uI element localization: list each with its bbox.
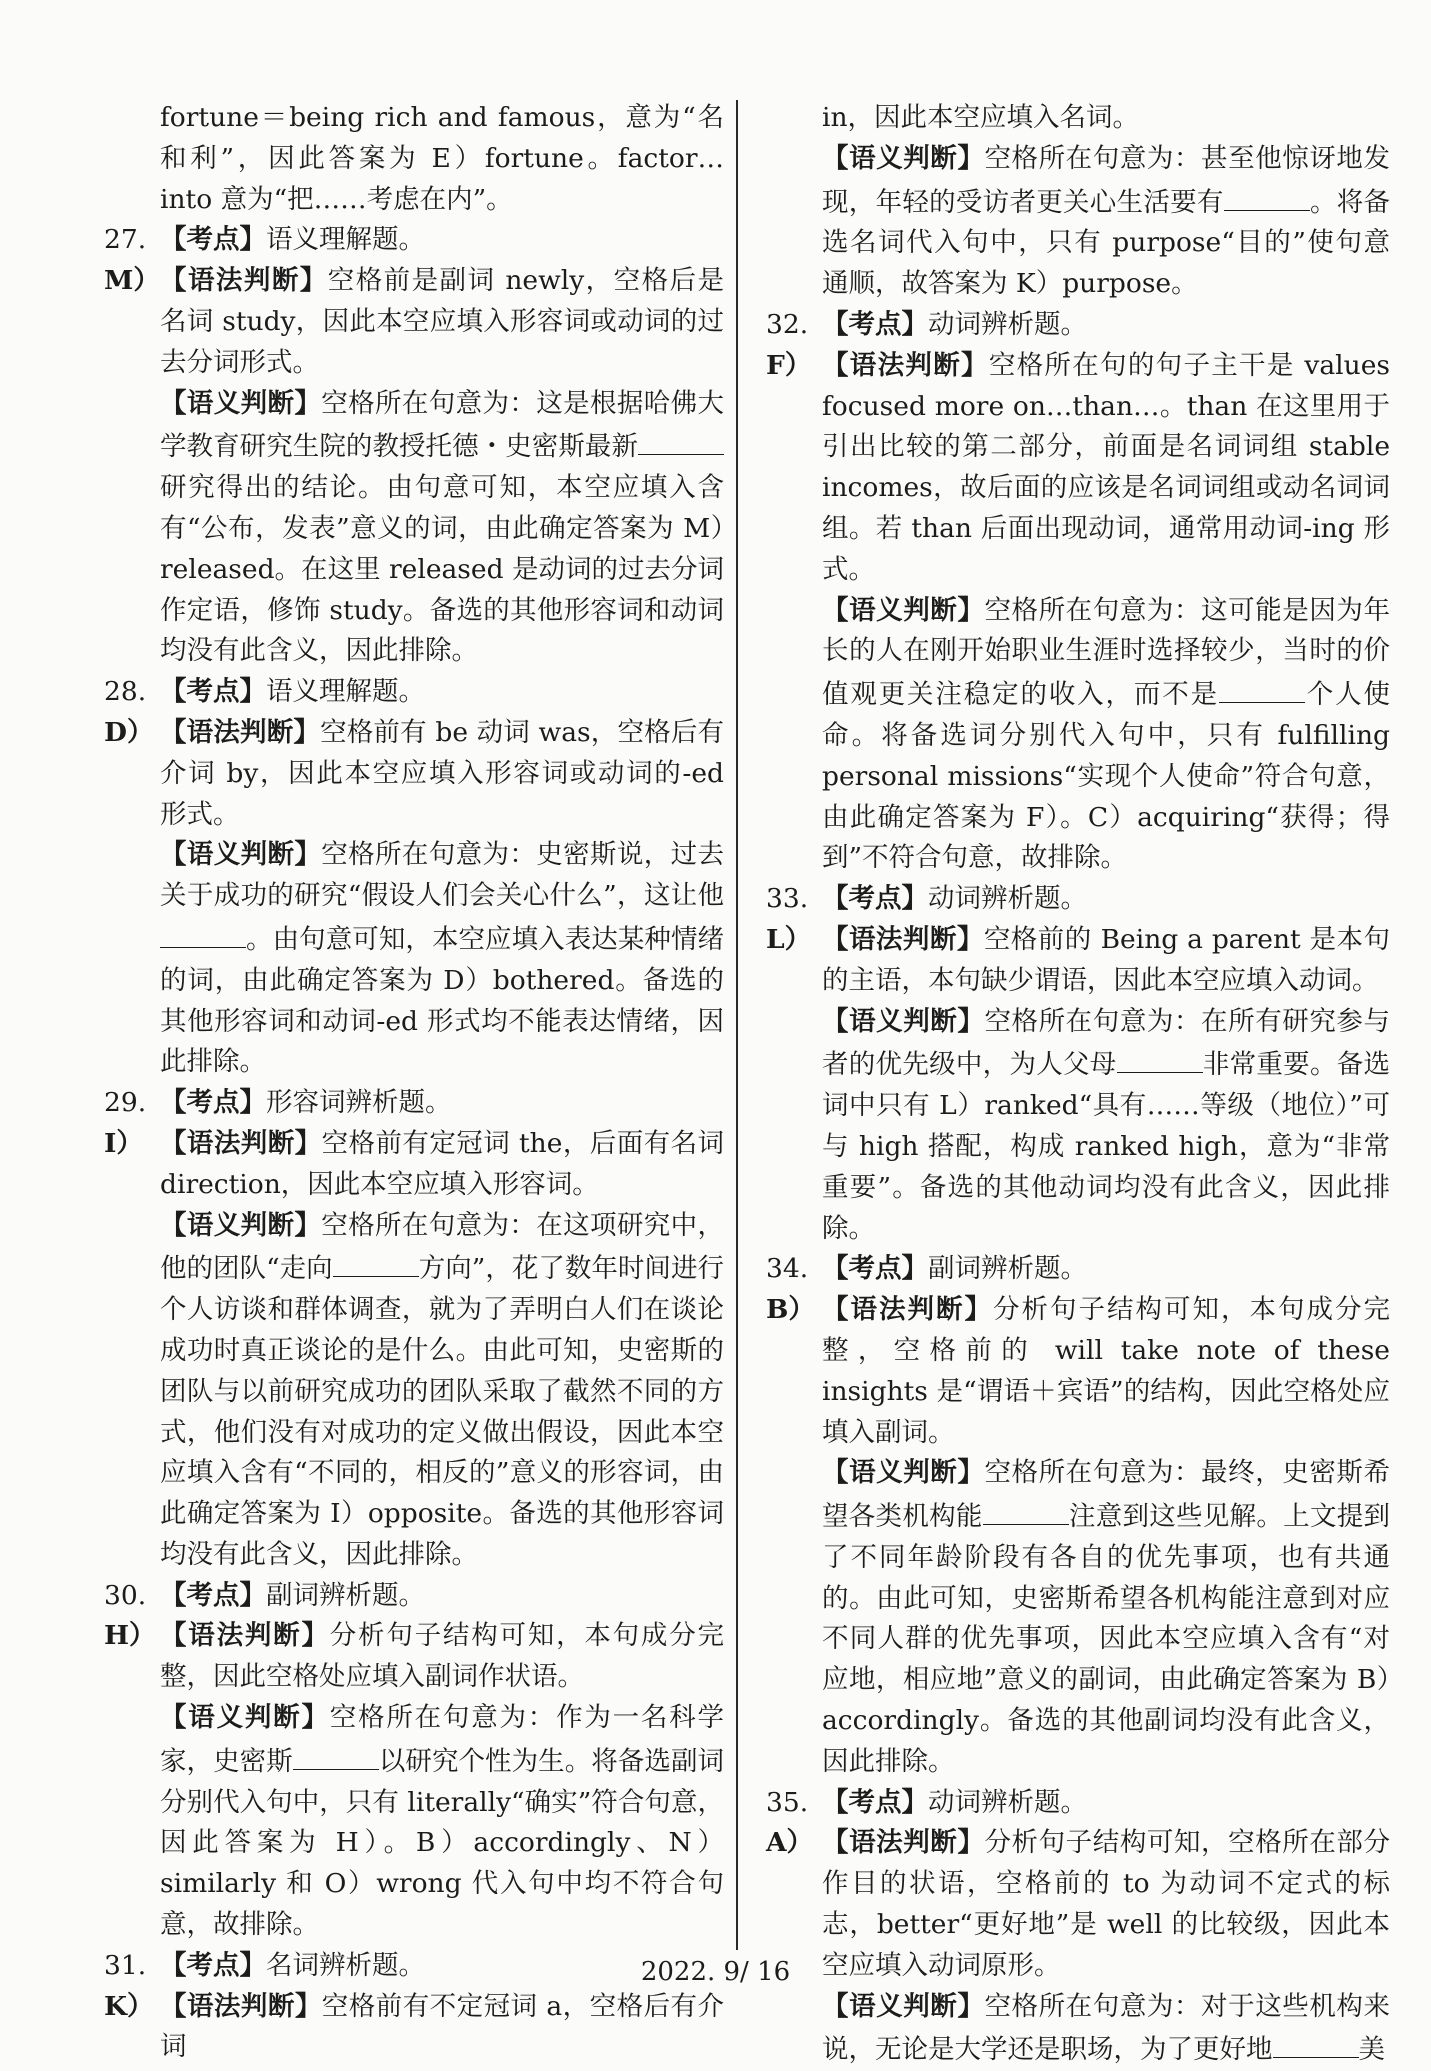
semantic-judgment <box>104 1206 724 1576</box>
kaodian-text: 副词辨析题。 <box>266 1579 425 1611</box>
kaodian-text: 动词辨析题。 <box>928 308 1087 340</box>
grammar-text: 空格前的 Being a parent 是本句的主语，本句缺少谓语，因此本空应填入动词。 <box>822 923 1390 996</box>
question-number: 34. <box>766 1253 809 1285</box>
grammar-text: 分析句子结构可知，空格所在部分作目的状语，空格前的 to 为动词不定式的标志，better“更好地”是 well 的比较级，因此本空应填入动词原形。 <box>822 1827 1391 1981</box>
grammar-judgment <box>766 1290 1390 1453</box>
grammar-text: 分析句子结构可知，本句成分完整，空格前的 will take note of these insights 是“谓语＋宾语”的结构，因此空格处应填入副词。 <box>822 1294 1390 1448</box>
kaodian-text: 动词辨析题。 <box>928 1786 1087 1818</box>
answer-letter: M） <box>104 265 160 297</box>
kaodian-text: 名词辨析题。 <box>266 1949 425 1981</box>
fill-in-blank <box>1117 1042 1203 1073</box>
grammar-judgment <box>104 713 724 835</box>
question-number: 33. <box>766 883 809 915</box>
semantic-text-before: 空格所在句意为：这是根据哈佛大学教育研究生院的教授托德・史密斯最新 <box>160 387 724 463</box>
grammar-judgment <box>766 346 1390 591</box>
grammar-tag: 【语法判断】 <box>822 923 984 955</box>
answer-letter: F） <box>766 349 812 381</box>
semantic-text-after: 。由句意可知，本空应填入表达某种情绪的词，由此确定答案为 D）bothered。备选的其他形容词和动词-ed 形式均不能表达情绪，因此排除。 <box>160 923 724 1078</box>
semantic-judgment <box>766 1453 1390 1782</box>
fill-in-blank <box>293 1739 379 1770</box>
semantic-tag: 【语义判断】 <box>160 1209 322 1241</box>
semantic-text-after: 注意到这些见解。上文提到了不同年龄阶段有各自的优先事项，也有共通的。由此可知，史密斯希望各机构能注意到对应不同人群的优先事项，因此本空应填入含有“对应地，相应地”意义的副词，由此确定答案为 B）accordingly。备选的其他副词均没有此含义，因此排除。 <box>822 1501 1391 1777</box>
semantic-tag: 【语义判断】 <box>160 1702 330 1734</box>
semantic-text-after: 非常重要。备选词中只有 L）ranked“具有……等级（地位）”可与 high 搭配，构成 ranked high，意为“非常重要”。备选的其他动词均没有此含义，因此排除。 <box>822 1049 1391 1244</box>
question-heading <box>104 1576 724 1617</box>
grammar-tag: 【语法判断】 <box>822 1294 993 1326</box>
kaodian-tag: 【考点】 <box>822 308 928 340</box>
grammar-judgment <box>766 920 1390 1002</box>
continued-paragraph: in，因此本空应填入名词。 <box>822 102 1140 133</box>
continued-paragraph: fortune＝being rich and famous，意为“名和利”，因此答案为 E）fortune。factor… into 意为“把……考虑在内”。 <box>160 102 724 215</box>
kaodian-tag: 【考点】 <box>160 224 266 256</box>
page-footer: 2022. 9/ 16 <box>640 1957 791 1987</box>
kaodian-tag: 【考点】 <box>160 1949 266 1981</box>
semantic-text-before: 空格所在句意为：史密斯说，过去关于成功的研究“假设人们会关心什么”，这让他 <box>160 839 724 912</box>
grammar-judgment <box>104 261 724 383</box>
semantic-text-after: 美 <box>1358 2034 1385 2066</box>
grammar-text: 空格前有不定冠词 a，空格后有介词 <box>160 1990 724 2063</box>
semantic-text-before: 空格所在句意为：作为一名科学家，史密斯 <box>160 1702 725 1777</box>
semantic-judgment <box>104 384 724 673</box>
semantic-text-before: 空格所在句意为：在这项研究中，他的团队“走向 <box>160 1209 724 1285</box>
answer-letter: D） <box>104 716 154 748</box>
kaodian-tag: 【考点】 <box>160 1579 266 1611</box>
semantic-tag: 【语义判断】 <box>822 1457 985 1489</box>
semantic-tag: 【语义判断】 <box>822 1990 985 2022</box>
fill-in-blank <box>1224 180 1310 211</box>
kaodian-text: 语义理解题。 <box>266 224 425 256</box>
semantic-judgment <box>766 139 1390 305</box>
fill-in-blank <box>983 1494 1069 1525</box>
question-number: 27. <box>104 224 147 256</box>
semantic-text-before: 空格所在句意为：这可能是因为年长的人在刚开始职业生涯时选择较少，当时的价值观更关注稳定的收入，而不是 <box>822 594 1391 711</box>
semantic-text-after: 方向”，花了数年时间进行个人访谈和群体调查，就为了弄明白人们在谈论成功时真正谈论的是什么。由此可知，史密斯的团队与以前研究成功的团队采取了截然不同的方式，他们没有对成功的定义做出假设，因此本空应填入含有“不同的，相反的”意义的形容词，由此确定答案为 I）opposite。备选的其他形容词均没有此含义，因此排除。 <box>160 1253 724 1570</box>
semantic-tag: 【语义判断】 <box>822 1005 985 1037</box>
kaodian-text: 形容词辨析题。 <box>266 1087 452 1119</box>
semantic-judgment <box>104 1698 724 1946</box>
grammar-judgment <box>104 1124 724 1206</box>
semantic-judgment <box>766 1002 1390 1250</box>
grammar-text: 空格前有定冠词 the，后面有名词 direction，因此本空应填入形容词。 <box>160 1127 725 1200</box>
semantic-text-after: 。将备选名词代入句中，只有 purpose“目的”使句意通顺，故答案为 K）purpose。 <box>822 186 1391 300</box>
question-heading <box>766 305 1390 346</box>
answer-letter: H） <box>104 1620 156 1652</box>
question-number: 29. <box>104 1087 147 1119</box>
grammar-text: 空格所在句的句子主干是 values focused more on…than…。than 在这里用于引出比较的第二部分，前面是名词词组 stable incomes，故后面的应该是名词词组或动名词词组。若 than 后面出现动词，通常用动词-ing 形式。 <box>822 349 1390 585</box>
question-number: 32. <box>766 308 809 340</box>
grammar-text: 空格前是副词 newly，空格后是名词 study，因此本空应填入形容词或动词的过去分词形式。 <box>160 265 724 378</box>
column-divider <box>736 100 738 1950</box>
grammar-judgment <box>104 1987 724 2069</box>
fill-in-blank <box>1219 672 1305 703</box>
fill-in-blank <box>160 917 246 948</box>
question-number: 35. <box>766 1786 809 1818</box>
semantic-tag: 【语义判断】 <box>822 594 985 626</box>
semantic-tag: 【语义判断】 <box>160 387 322 419</box>
semantic-tag: 【语义判断】 <box>822 142 985 174</box>
kaodian-tag: 【考点】 <box>160 1087 266 1119</box>
question-number: 31. <box>104 1949 147 1981</box>
grammar-tag: 【语法判断】 <box>160 1990 322 2022</box>
semantic-text-before: 空格所在句意为：甚至他惊讶地发现，年轻的受访者更关心生活要有 <box>822 142 1391 218</box>
semantic-text-before: 空格所在句意为：最终，史密斯希望各类机构能 <box>822 1457 1391 1533</box>
kaodian-tag: 【考点】 <box>822 883 928 915</box>
semantic-text-before: 空格所在句意为：在所有研究参与者的优先级中，为人父母 <box>822 1005 1391 1081</box>
question-heading <box>104 220 724 261</box>
semantic-judgment <box>104 835 724 1083</box>
semantic-text-after: 以研究个性为生。将备选副词分别代入句中，只有 literally“确实”符合句意，因此答案为 H）。B）accordingly、N）similarly 和 O）wrong 代入句中均不符合句意，故排除。 <box>160 1745 725 1941</box>
fill-in-blank <box>638 424 724 455</box>
semantic-tag: 【语义判断】 <box>160 839 322 871</box>
grammar-text: 空格前有 be 动词 was，空格后有介词 by，因此本空应填入形容词或动词的-ed 形式。 <box>160 716 725 830</box>
question-heading <box>766 1783 1390 1824</box>
grammar-tag: 【语法判断】 <box>822 349 989 381</box>
semantic-text-after: 研究得出的结论。由句意可知，本空应填入含有“公布，发表”意义的词，由此确定答案为 M）released。在这里 released 是动词的过去分词作定语，修饰 study。备选的其他形容词和动词均没有此含义，因此排除。 <box>160 472 724 667</box>
grammar-tag: 【语法判断】 <box>160 265 328 297</box>
semantic-judgment <box>766 591 1390 880</box>
semantic-judgment <box>766 1987 1390 2071</box>
kaodian-text: 副词辨析题。 <box>928 1253 1087 1285</box>
answer-letter: I） <box>104 1127 143 1159</box>
question-heading <box>104 672 724 713</box>
grammar-judgment <box>104 1616 724 1698</box>
right-column <box>766 98 1390 2071</box>
kaodian-tag: 【考点】 <box>822 1786 928 1818</box>
grammar-tag: 【语法判断】 <box>160 1620 330 1652</box>
question-heading <box>766 1249 1390 1290</box>
left-column <box>104 98 724 2068</box>
grammar-tag: 【语法判断】 <box>160 1127 322 1159</box>
fill-in-blank <box>1273 2027 1359 2058</box>
grammar-tag: 【语法判断】 <box>160 716 321 748</box>
kaodian-tag: 【考点】 <box>822 1253 928 1285</box>
question-heading <box>104 1083 724 1124</box>
kaodian-tag: 【考点】 <box>160 676 266 708</box>
answer-letter: L） <box>766 923 812 955</box>
grammar-tag: 【语法判断】 <box>822 1827 985 1859</box>
kaodian-text: 语义理解题。 <box>266 676 425 708</box>
fill-in-blank <box>333 1246 419 1277</box>
semantic-text-after: 个人使命。将备选词分别代入句中，只有 fulfilling personal missions“实现个人使命”符合句意，由此确定答案为 F）。C）acquiring“获得；得到”不符合句意，故排除。 <box>822 679 1391 874</box>
kaodian-text: 动词辨析题。 <box>928 883 1087 915</box>
answer-letter: A） <box>766 1827 814 1859</box>
question-number: 30. <box>104 1579 147 1611</box>
question-number: 28. <box>104 676 147 708</box>
grammar-text: 分析句子结构可知，本句成分完整，因此空格处应填入副词作状语。 <box>160 1620 725 1693</box>
semantic-text-before: 空格所在句意为：对于这些机构来说，无论是大学还是职场，为了更好地 <box>822 1990 1391 2066</box>
answer-letter: K） <box>104 1990 154 2022</box>
question-heading <box>766 879 1390 920</box>
answer-letter: B） <box>766 1294 815 1326</box>
